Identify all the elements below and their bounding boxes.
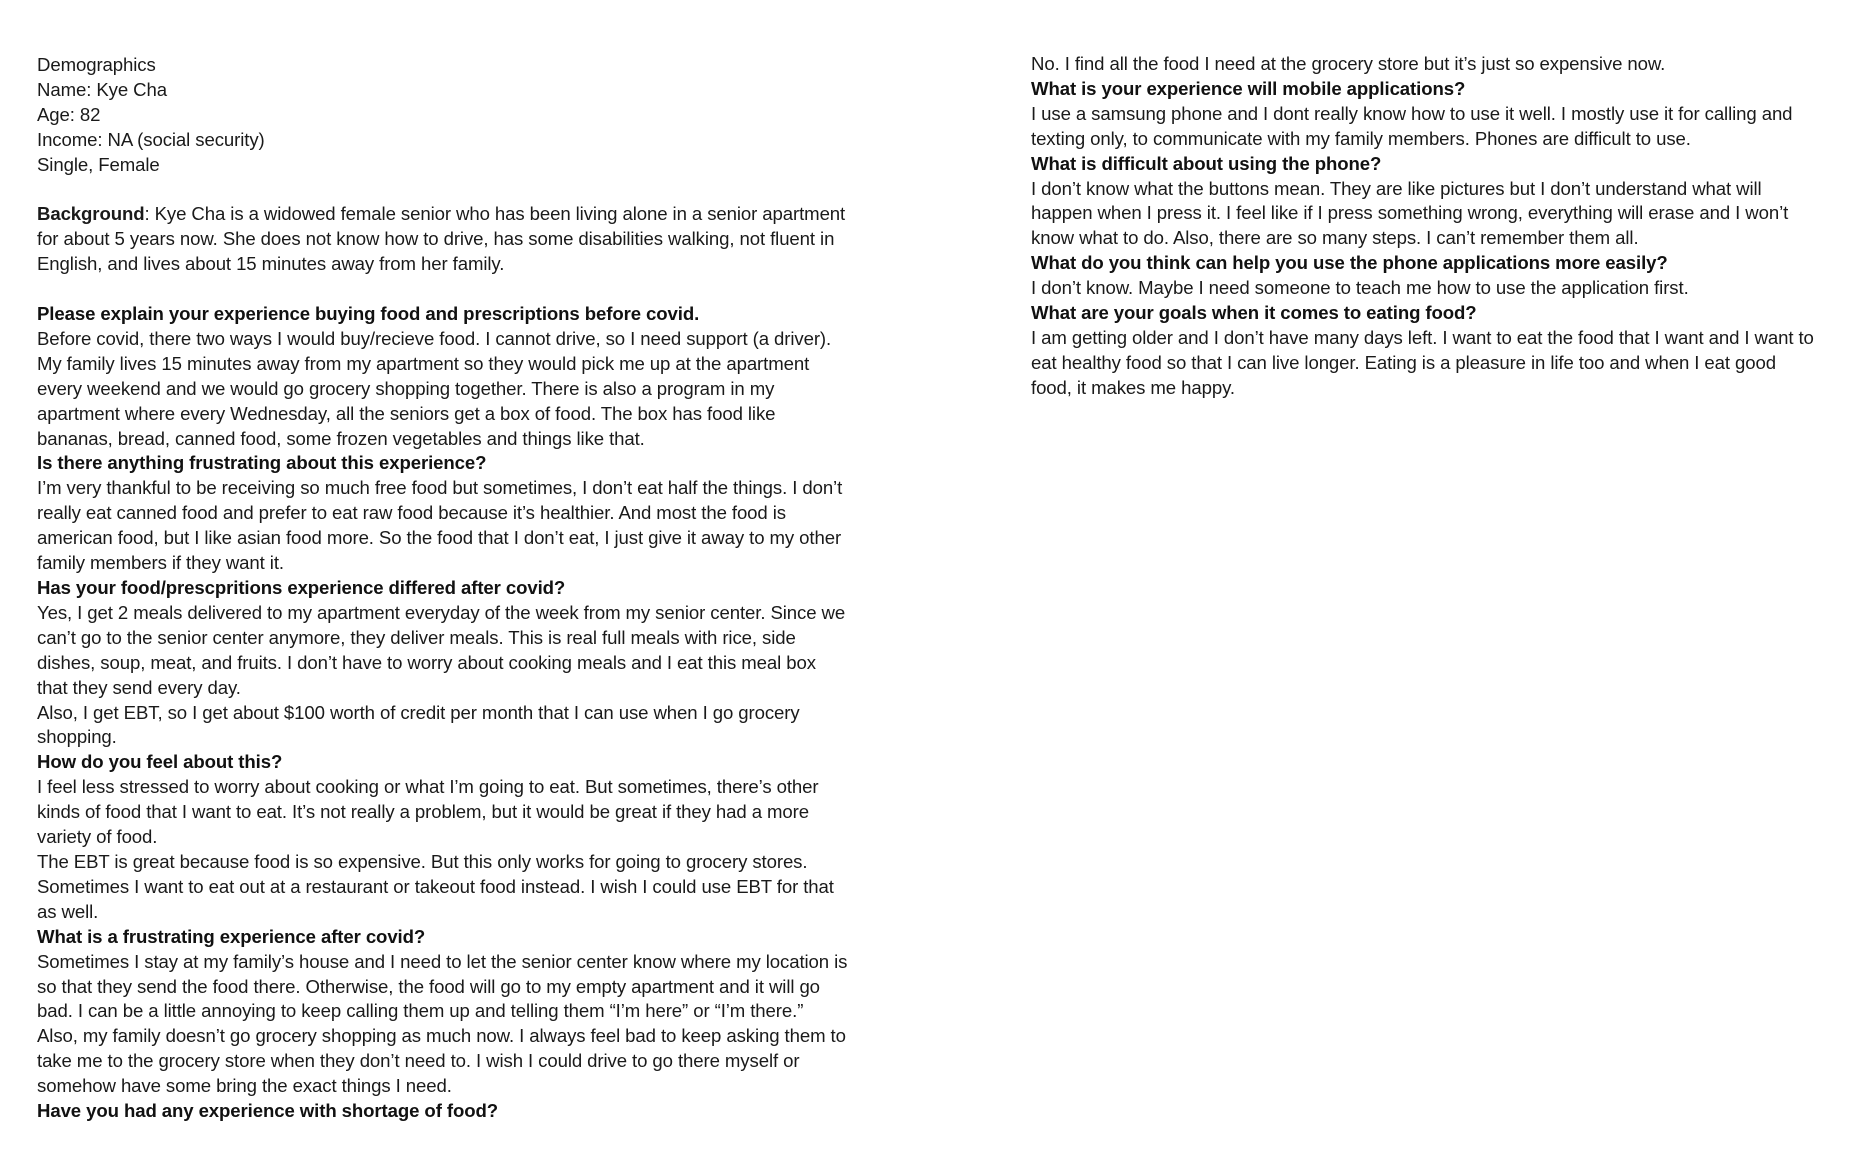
qa-item	[37, 925, 849, 1099]
qa-item	[37, 1099, 849, 1124]
question: What is difficult about using the phone?	[1031, 152, 1382, 174]
demographics-status: Single, Female	[37, 153, 160, 175]
section-spacer	[37, 178, 849, 203]
demographics-heading: Demographics	[37, 54, 156, 75]
question: What do you think can help you use the phone applications more easily?	[1031, 252, 1668, 274]
left-column	[37, 53, 849, 1124]
answer-paragraph: I’m very thankful to be receiving so much free food but sometimes, I don’t eat half the things. I don’t really eat canned food and prefer to eat raw food because it’s healthier. And most the food is american food, but I like asian food more. So the food that I don’t eat, I just give it away to my other family members if they want it.	[37, 477, 843, 574]
answer-paragraph: Sometimes I stay at my family’s house and I need to let the senior center know where my location is so that they send the food there. Otherwise, the food will go to my empty apartment and it will go bad. I can be a little annoying to keep calling them up and telling them “I’m here” or “I’m there.”	[37, 950, 848, 1022]
answer-paragraph: I use a samsung phone and I dont really know how to use it well. I mostly use it for calling and texting only, to communicate with my family members. Phones are difficult to use.	[1031, 102, 1793, 149]
qa-item	[1031, 152, 1821, 252]
question: How do you feel about this?	[37, 751, 283, 773]
answer-paragraph: Also, my family doesn’t go grocery shopping as much now. I always feel bad to keep asking them to take me to the grocery store when they don’t need to. I wish I could drive to go there myself or somehow have some bring the exact things I need.	[37, 1025, 846, 1097]
question: Please explain your experience buying food and prescriptions before covid.	[37, 303, 700, 325]
qa-item	[1031, 301, 1821, 401]
demographics-section	[37, 53, 849, 178]
qa-item	[37, 750, 849, 924]
qa-item	[1031, 77, 1821, 152]
answer-paragraph: I am getting older and I don’t have many days left. I want to eat the food that I want and I want to eat healthy food so that I can live longer. Eating is a pleasure in life too and when I eat good food, it makes me happy.	[1031, 326, 1814, 398]
question: What are your goals when it comes to eating food?	[1031, 302, 1477, 324]
background-label: Background	[37, 203, 145, 225]
qa-item	[37, 302, 849, 451]
demographics-age: Age: 82	[37, 103, 101, 125]
question: Is there anything frustrating about this experience?	[37, 452, 487, 474]
section-spacer	[37, 277, 849, 302]
answer-paragraph: Before covid, there two ways I would buy/recieve food. I cannot drive, so I need support (a driver). My family lives 15 minutes away from my apartment so they would pick me up at the apartment every weekend and we would go grocery shopping together. There is also a program in my apartment where every Wednesday, all the seniors get a box of food. The box has food like bananas, bread, canned food, some frozen vegetables and things like that.	[37, 327, 832, 449]
answer-paragraph: I don’t know what the buttons mean. They are like pictures but I don’t understand what will happen when I press it. I feel like if I press something wrong, everything will erase and I won’t know what to do. Also, there are so many steps. I can’t remember them all.	[1031, 177, 1789, 249]
answer-paragraph: No. I find all the food I need at the grocery store but it’s just so expensive now.	[1031, 53, 1666, 74]
answer-paragraph: I feel less stressed to worry about cooking or what I’m going to eat. But sometimes, there’s other kinds of food that I want to eat. It’s not really a problem, but it would be great if they had a more variety of food.	[37, 776, 819, 848]
right-column	[1031, 52, 1821, 401]
question: Have you had any experience with shortage of food?	[37, 1100, 498, 1122]
question: Has your food/prescpritions experience differed after covid?	[37, 577, 566, 598]
answer-paragraph: I don’t know. Maybe I need someone to teach me how to use the application first.	[1031, 277, 1689, 299]
background-paragraph	[37, 202, 849, 277]
qa-item	[37, 576, 849, 750]
answer-paragraph: Yes, I get 2 meals delivered to my apartment everyday of the week from my senior center. Since we can’t go to the senior center anymore, they deliver meals. This is real full meals with rice, side dishes, soup, meat, and fruits. I don’t have to worry about cooking meals and I eat this meal box that they send every day.	[37, 601, 846, 698]
answer-paragraph: The EBT is great because food is so expensive. But this only works for going to grocery stores. Sometimes I want to eat out at a restaurant or takeout food instead. I wish I could use EBT for that as well.	[37, 850, 834, 922]
qa-item	[1031, 251, 1821, 301]
qa-item	[37, 451, 849, 576]
answer-paragraph: Also, I get EBT, so I get about $100 worth of credit per month that I can use when I go grocery shopping.	[37, 701, 800, 748]
demographics-income: Income: NA (social security)	[37, 128, 265, 150]
question: What is your experience will mobile applications?	[1031, 77, 1466, 99]
question: What is a frustrating experience after covid?	[37, 925, 426, 947]
demographics-name: Name: Kye Cha	[37, 78, 167, 100]
background-text: : Kye Cha is a widowed female senior who has been living alone in a senior apartment for about 5 years now. She does not know how to drive, has some disabilities walking, not fluent in English, and lives about 15 minutes away from her family.	[37, 203, 846, 275]
